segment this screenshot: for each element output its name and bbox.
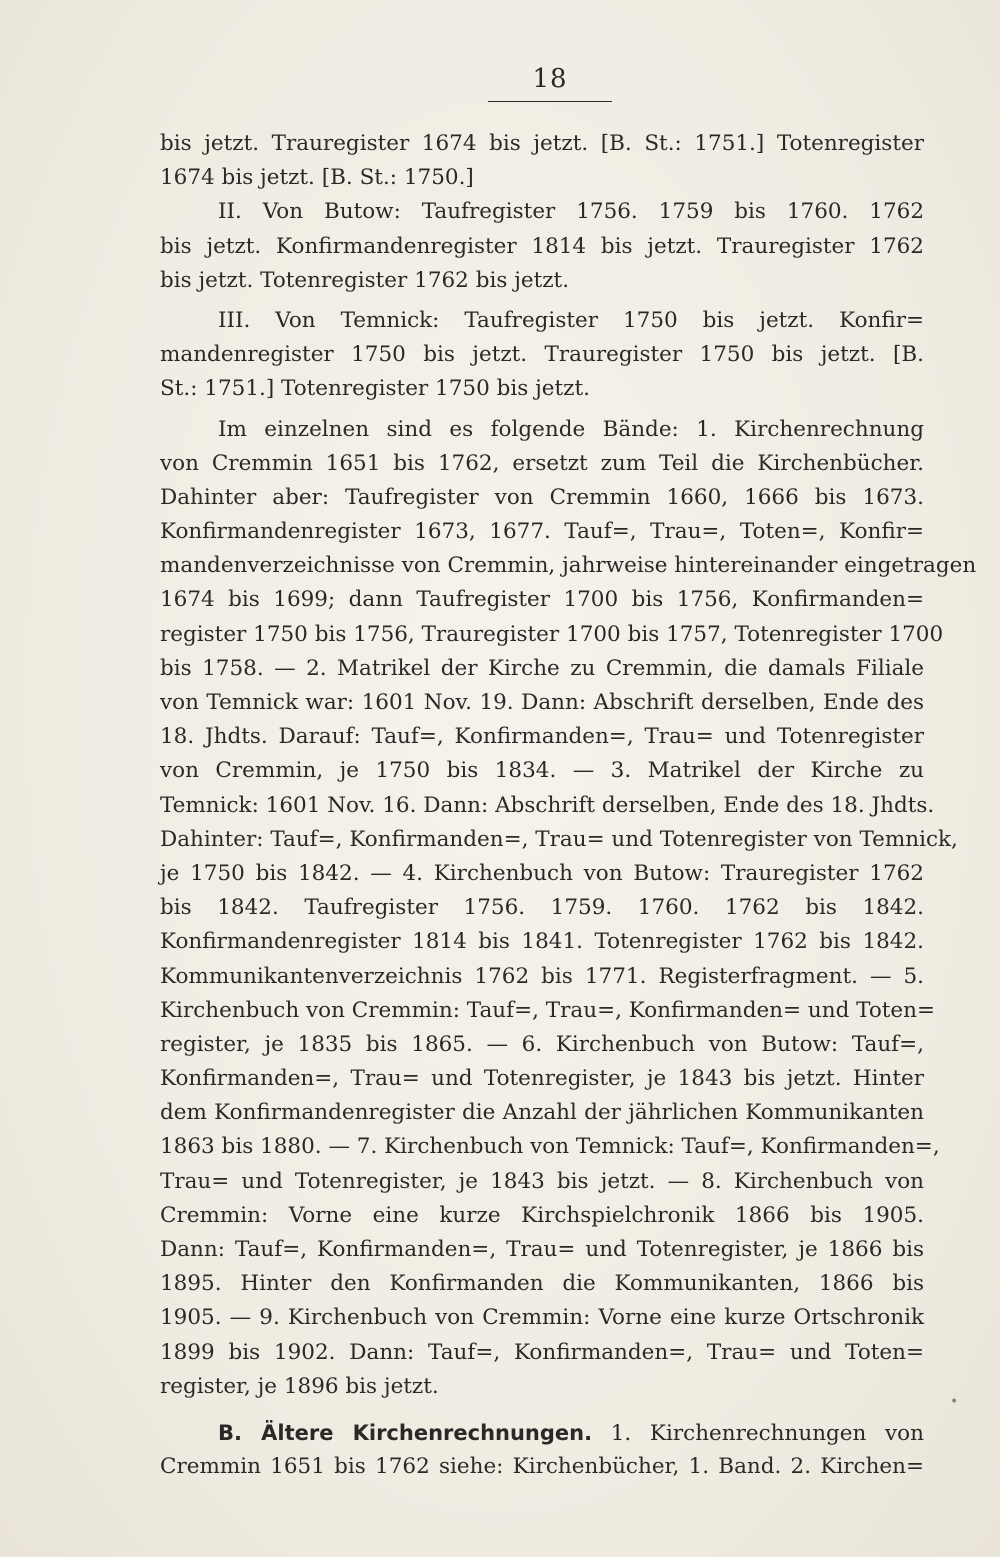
page-number: 18 (532, 64, 568, 94)
body-text (160, 127, 977, 1484)
text-line: register, je 1835 bis 1865. — 6. Kirchenbuch von Butow: Tauf=, (160, 1031, 924, 1057)
text-line: 1895. Hinter den Konfirmanden die Kommunikanten, 1866 bis (160, 1271, 924, 1297)
text-line: je 1750 bis 1842. — 4. Kirchenbuch von Butow: Trauregister 1762 (160, 860, 924, 886)
text-line: bis jetzt. Trauregister 1674 bis jetzt. [B. St.: 1751.] Totenregister (160, 131, 924, 156)
paragraph-start-line: Im einzelnen sind es folgende Bände: 1. Kirchenrechnung (218, 416, 924, 442)
text-line: Trau= und Totenregister, je 1843 bis jetzt. — 8. Kirchenbuch von (160, 1168, 924, 1194)
text-line: St.: 1751.] Totenregister 1750 bis jetzt. (160, 376, 590, 402)
text-line: 1674 bis jetzt. [B. St.: 1750.] (160, 165, 474, 191)
text-line: bis jetzt. Totenregister 1762 bis jetzt. (160, 267, 570, 293)
text-line: 18. Jhdts. Darauf: Tauf=, Konfirmanden=, Trau= und Totenregister (160, 724, 924, 750)
text-line: 1899 bis 1902. Dann: Tauf=, Konfirmanden=, Trau= und Toten= (160, 1339, 924, 1365)
section-b-heading: B. Ältere Kirchenrechnungen. (218, 1420, 593, 1445)
text-line: 1674 bis 1699; dann Taufregister 1700 bis 1756, Konfirmanden= (160, 587, 924, 613)
text-line: 1905. — 9. Kirchenbuch von Cremmin: Vorne eine kurze Ortschronik (160, 1305, 924, 1331)
text-line: 1863 bis 1880. — 7. Kirchenbuch von Temnick: Tauf=, Konfirmanden=, (160, 1134, 940, 1160)
text-line: von Cremmin 1651 bis 1762, ersetzt zum Teil die Kirchenbücher. (160, 450, 924, 476)
text-line: dem Konfirmandenregister die Anzahl der jährlichen Kommunikanten (160, 1100, 924, 1126)
text-line: Kirchenbuch von Cremmin: Tauf=, Trau=, Konfirmanden= und Toten= (160, 997, 936, 1023)
text-line: bis jetzt. Konfirmandenregister 1814 bis jetzt. Trauregister 1762 (160, 233, 924, 259)
text-line: Kommunikantenverzeichnis 1762 bis 1771. Registerfragment. — 5. (160, 963, 924, 989)
text-line: Cremmin 1651 bis 1762 siehe: Kirchenbücher, 1. Band. 2. Kirchen= (160, 1454, 924, 1480)
text-line: register 1750 bis 1756, Trauregister 1700 bis 1757, Totenregister 1700 (160, 621, 944, 647)
text-line: Dahinter: Tauf=, Konfirmanden=, Trau= und Totenregister von Temnick, (160, 826, 958, 852)
section-b-text: 1. Kirchenrechnungen von (610, 1420, 924, 1446)
text-line: Konfirmandenregister 1814 bis 1841. Totenregister 1762 bis 1842. (160, 929, 924, 955)
text-line: Dann: Tauf=, Konfirmanden=, Trau= und Totenregister, je 1866 bis (160, 1237, 924, 1262)
text-line: von Cremmin, je 1750 bis 1834. — 3. Matrikel der Kirche zu (160, 758, 924, 784)
text-line: register, je 1896 bis jetzt. (160, 1373, 439, 1399)
section-ii-line: II. Von Butow: Taufregister 1756. 1759 bis 1760. 1762 (218, 199, 924, 225)
margin-mark: • (950, 1394, 959, 1410)
text-line: bis 1758. — 2. Matrikel der Kirche zu Cremmin, die damals Filiale (160, 655, 924, 681)
text-line: von Temnick war: 1601 Nov. 19. Dann: Abschrift derselben, Ende des (160, 690, 924, 715)
text-line: Temnick: 1601 Nov. 16. Dann: Abschrift derselben, Ende des 18. Jhdts. (160, 792, 935, 818)
text-line: bis 1842. Taufregister 1756. 1759. 1760. 1762 bis 1842. (160, 895, 924, 921)
text-line: Cremmin: Vorne eine kurze Kirchspielchronik 1866 bis 1905. (160, 1202, 924, 1228)
text-line: mandenregister 1750 bis jetzt. Trauregister 1750 bis jetzt. [B. (160, 342, 924, 368)
text-line: Konfirmandenregister 1673, 1677. Tauf=, Trau=, Toten=, Konfir= (160, 519, 924, 545)
text-line: Konfirmanden=, Trau= und Totenregister, je 1843 bis jetzt. Hinter (160, 1066, 924, 1092)
text-line: Dahinter aber: Taufregister von Cremmin 1660, 1666 bis 1673. (160, 484, 924, 510)
text-line: mandenverzeichnisse von Cremmin, jahrweise hintereinander eingetragen (160, 553, 977, 579)
section-iii-line: III. Von Temnick: Taufregister 1750 bis jetzt. Konfir= (218, 307, 924, 333)
section-b-line (160, 1416, 924, 1450)
header-rule (488, 101, 612, 102)
